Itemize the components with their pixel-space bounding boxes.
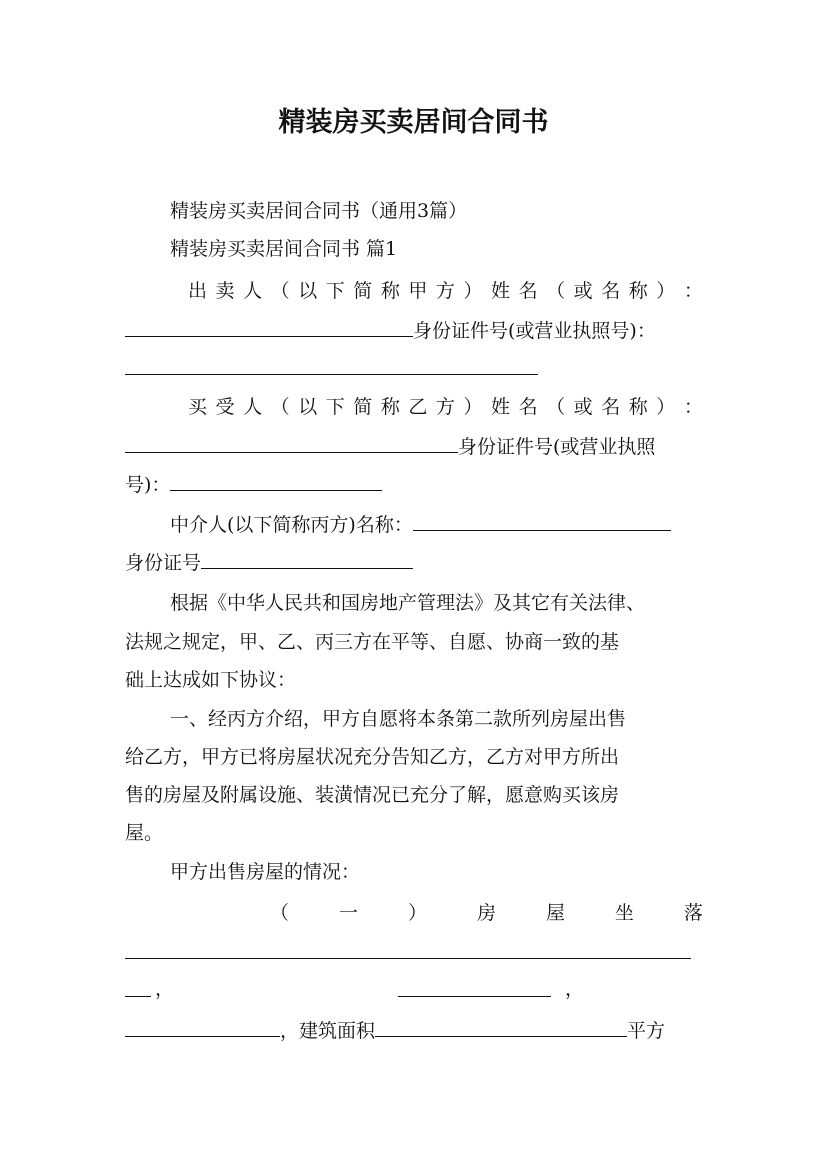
buyer-id-line-2 [125, 470, 703, 498]
para-2-line-4: 屋。 [125, 822, 164, 844]
buyer-id-label-cont: 号)： [125, 474, 171, 496]
agent-name-line [170, 510, 703, 538]
house-area-line [125, 1016, 703, 1044]
house-cert-blank[interactable] [398, 976, 551, 997]
seller-label: 出 卖 人 （ 以 下 简 称 甲 方 ） 姓 名 （ 或 名 称 ） ： [188, 280, 703, 302]
house-location-label: （ 一 ） 房 屋 坐 落 [270, 902, 703, 924]
seller-id-blank[interactable] [125, 374, 538, 375]
house-location-blank-cont[interactable] [125, 976, 151, 997]
para-1-line-2: 法规之规定，甲、乙、丙三方在平等、自愿、协商一致的基 [125, 631, 620, 653]
buyer-label: 买 受 人 （ 以 下 简 称 乙 方 ） 姓 名 （ 或 名 称 ） ： [188, 396, 703, 418]
agent-id-line [125, 548, 703, 576]
subtitle: 精装房买卖居间合同书（通用3篇） [170, 200, 468, 222]
house-area-blank[interactable] [375, 1016, 627, 1037]
para-1-line-3: 础上达成如下协议： [125, 669, 297, 691]
house-location-blank[interactable] [125, 958, 691, 959]
para-1-line-1: 根据《中华人民共和国房地产管理法》及其它有关法律、 [170, 592, 646, 614]
buyer-id-label: 身份证件号(或营业执照 [458, 436, 656, 458]
buyer-id-blank[interactable] [170, 470, 382, 491]
buyer-name-blank[interactable] [125, 432, 458, 453]
agent-id-label: 身份证号 [125, 552, 202, 574]
agent-name-label: 中介人(以下简称丙方)名称： [170, 514, 413, 536]
buyer-id-line [125, 432, 703, 460]
section-heading: 精装房买卖居间合同书 篇1 [170, 238, 398, 260]
house-area-label: ，建筑面积 [280, 1020, 376, 1042]
agent-id-blank[interactable] [201, 548, 413, 569]
house-cert-line: ， ， [125, 976, 703, 1004]
seller-id-label: 身份证件号(或营业执照号)： [413, 320, 656, 342]
para-2-line-2: 给乙方，甲方已将房屋状况充分告知乙方，乙方对甲方所出 [125, 746, 620, 768]
para-2-line-3: 售的房屋及附属设施、装潢情况已充分了解，愿意购买该房 [125, 784, 620, 806]
agent-name-blank[interactable] [413, 510, 671, 531]
house-info-heading: 甲方出售房屋的情况： [170, 861, 361, 883]
house-area-unit: 平方 [627, 1020, 666, 1042]
house-property-blank[interactable] [125, 1016, 280, 1037]
document-title: 精装房买卖居间合同书 [278, 107, 549, 138]
para-2-line-1: 一、经丙方介绍，甲方自愿将本条第二款所列房屋出售 [170, 708, 627, 730]
seller-name-blank[interactable] [125, 316, 413, 337]
seller-id-line [125, 316, 703, 344]
